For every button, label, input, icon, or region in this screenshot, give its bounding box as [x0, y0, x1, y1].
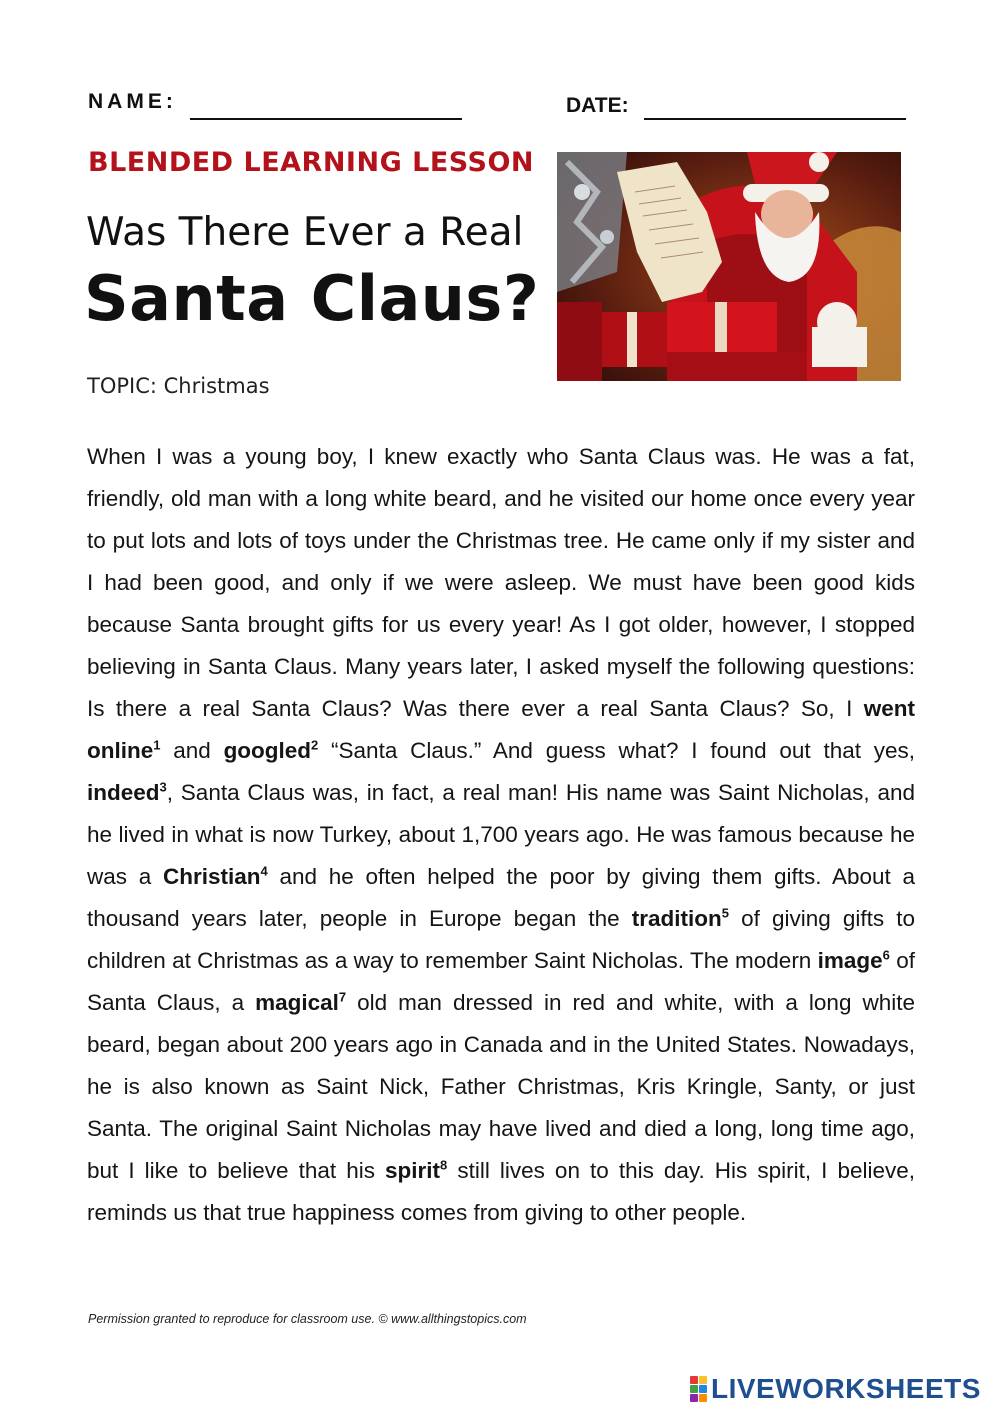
story-text-run: and he often helped the poor by giving them gifts. About a thousand years later, people in Europe began the	[87, 864, 915, 931]
lesson-kicker: BLENDED LEARNING LESSON	[88, 147, 535, 178]
vocab-term: went online	[87, 696, 915, 763]
vocab-term: googled	[223, 738, 312, 763]
story-text-run: old man dressed in red and white, with a long white beard, began about 200 years ago in Canada and in the United States. Nowadays, he is also known as Saint Nick, Father Christmas, Kris Kringle, Santy, or just Santa. The original Saint Nicholas may have lived and died a long, long time ago, but I like to believe that his	[87, 990, 915, 1183]
vocab-term: image	[817, 948, 883, 973]
logo-mark-square	[699, 1394, 707, 1402]
logo-mark-square	[690, 1385, 698, 1393]
logo-mark-square	[699, 1385, 707, 1393]
vocab-term: tradition	[631, 906, 722, 931]
vocab-term: spirit	[385, 1158, 441, 1183]
story-text-run: still lives on to this day. His spirit, I believe, reminds us that true happiness comes from giving to other people.	[87, 1158, 916, 1225]
name-field-line[interactable]	[190, 118, 462, 120]
topic-label: TOPIC: Christmas	[87, 374, 270, 398]
title-line-small: Was There Ever a Real	[86, 210, 524, 255]
permission-footer: Permission granted to reproduce for classroom use. © www.allthingstopics.com	[88, 1312, 527, 1326]
story-text-run: “Santa Claus.” And guess what? I found out that yes,	[318, 738, 915, 763]
title-line-large: Santa Claus?	[84, 262, 540, 335]
vocab-footnote-number: 7	[338, 989, 347, 1005]
vocab-footnote-number: 4	[260, 863, 268, 879]
liveworksheets-mark-icon	[690, 1376, 707, 1402]
story-text-run: When I was a young boy, I knew exactly who Santa Claus was. He was a fat, friendly, old man with a long white beard, and he visited our home once every year to put lots and lots of toys under the Christmas tree. He came only if my sister and I had been good, and only if we were asleep. We must have been good kids because Santa brought gifts for us every year! As I got older, however, I stopped believing in Santa Claus. Many years later, I asked myself the following questions: Is there a real Santa Claus? Was there ever a real Santa Claus? So, I	[87, 444, 915, 721]
vocab-footnote-number: 6	[882, 947, 890, 963]
vocab-footnote-number: 3	[159, 779, 167, 795]
date-field-label: DATE:	[566, 94, 629, 117]
vocab-footnote-number: 5	[721, 905, 729, 921]
logo-mark-square	[699, 1376, 707, 1384]
vocab-term: magical	[255, 990, 339, 1015]
liveworksheets-logo-text: LIVEWORKSHEETS	[711, 1373, 981, 1404]
logo-mark-square	[690, 1394, 698, 1402]
vocab-term: Christian	[162, 864, 261, 889]
vocab-footnote-number: 8	[440, 1157, 448, 1173]
liveworksheets-logo[interactable]	[690, 1374, 981, 1404]
story-text-run: of giving gifts to children at Christmas as a way to remember Saint Nicholas. The modern	[87, 906, 915, 973]
vocab-footnote-number: 2	[311, 737, 319, 753]
santa-photo	[557, 152, 901, 381]
name-field-label: NAME:	[88, 90, 177, 113]
story-paragraph	[87, 436, 915, 1234]
vocab-term: indeed	[87, 780, 160, 805]
story-text-run: of Santa Claus, a	[87, 948, 915, 1015]
story-text-run: , Santa Claus was, in fact, a real man! His name was Saint Nicholas, and he lived in what is now Turkey, about 1,700 years ago. He was famous because he was a	[87, 780, 915, 889]
story-text-run: and	[160, 738, 224, 763]
date-field-line[interactable]	[644, 118, 906, 120]
logo-mark-square	[690, 1376, 698, 1384]
vocab-footnote-number: 1	[153, 737, 161, 753]
